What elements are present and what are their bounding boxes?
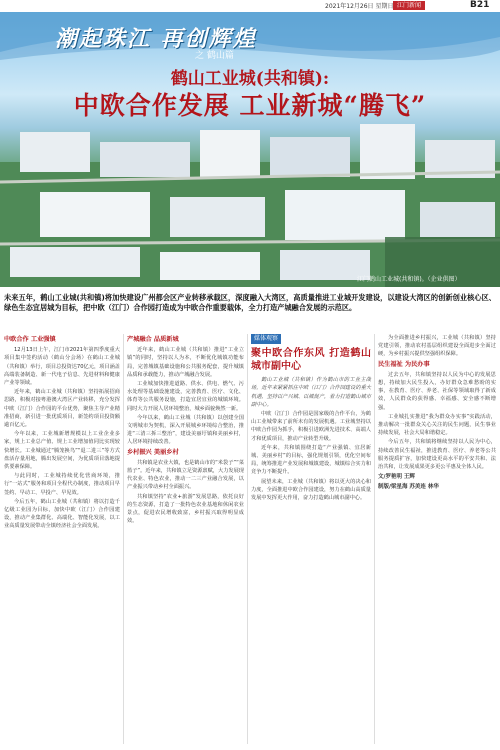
editor-credit: 制版/梁星海 苏美连 林华 bbox=[378, 484, 439, 491]
column-divider bbox=[247, 334, 248, 744]
paragraph: 为全面推进乡村振兴，工业城（共和镇）坚持党建引领，推动农村基层组织建设全面进步全面过硬，为乡村振兴提供坚强组织保障。 bbox=[378, 335, 496, 358]
paragraph: 近年来，鹤山工业城（共和镇）坚持拓展招商思路，积极对接粤港澳大湾区产业转移，充分发挥中欧（江门）合作园的平台优势，聚焦主导产业精准招商，新引进一批优质项目，新签约项目投资额逾百亿元。 bbox=[4, 389, 120, 429]
article-column-4 bbox=[378, 334, 496, 492]
sidebar-column bbox=[251, 334, 371, 503]
paragraph: 展望未来，工业城（共和镇）将以更大的决心和力度，全面推进中欧合作园建设，努力在鹤山高质量发展中发挥更大作用，奋力打造鹤山城市副中心。 bbox=[251, 478, 371, 502]
paragraph: 与此同时，工业城持续优化营商环境，推行“一站式”服务和项目全程代办制度，推动项目早签约、早动工、早投产、早见效。 bbox=[4, 473, 120, 496]
paragraph: 12月13日上午，江门市2021年第四季度重大项目集中签约活动（鹤山分会场）在鹤山工业城（共和镇）举行，项目总投资达70亿元，项目涵盖高端装备制造、新一代电子信息、先进材料和健康产业等领域。 bbox=[4, 347, 120, 387]
industrial-park-aerial bbox=[0, 12, 500, 287]
article-column-2 bbox=[127, 334, 244, 526]
paragraph: 中欧（江门）合作园是国家级的合作平台，为鹤山工业城带来了前所未有的发展机遇。工业城坚持以中欧合作园为抓手，积极引进欧洲先进技术、高端人才和优质项目，推动产业转型升级。 bbox=[251, 411, 371, 442]
column-subhead: 乡村振兴 美丽乡村 bbox=[127, 448, 179, 456]
paragraph: 今后五年，共和镇将继续坚持以人民为中心，持续改善民生福祉，推进教育、医疗、养老等公共服务提质扩容，加快建设更高水平的平安共和、法治共和，让发展成果更多更公平惠及全体人民。 bbox=[378, 439, 496, 471]
masthead-slogan: 潮起珠江 再创辉煌 bbox=[55, 26, 257, 52]
issue-date: 2021年12月26日 星期日 bbox=[325, 3, 394, 10]
article-headline: 中欧合作发展 工业新城“腾飞” bbox=[73, 91, 427, 120]
article-lead: 未来五年，鹤山工业城(共和镇)将加快建设广州都会区产业转移承载区，深度融入大湾区，高质量推进工业城开发建设，以建设大湾区的创新创业核心区、绿色生态宜居城为目标，把中欧（江门）合作园打造成为中欧合作重要载体，全力打造产城融合发展的示范区。 bbox=[4, 293, 496, 312]
article-column-1 bbox=[4, 334, 120, 532]
paragraph: 近年来，鹤山工业城（共和镇）推进“工业立镇”的同时，坚持以人为本，不断优化城镇功能布局，完善城镇基础设施和公共服务配套，提升城镇品质和承载能力，推动产城融合发展。 bbox=[127, 347, 244, 378]
paragraph: 今年以来，鹤山工业城（共和镇）以创建全国文明城市为契机，深入开展城乡环境综合整治，推进“三清三拆三整治”，建设美丽圩镇和美丽乡村，人居环境持续改善。 bbox=[127, 414, 244, 446]
paragraph: 过去五年，共和镇坚持以人民为中心的发展思想，持续加大民生投入，办好群众急难愁盼的实事，在教育、医疗、养老、社保等领域取得了新成效，人民群众的获得感、幸福感、安全感不断增强。 bbox=[378, 371, 496, 411]
section-badge: 江门新闻 bbox=[393, 1, 425, 10]
paragraph: 近年来，共和镇围绕打造“产业强镇、宜居新城、美丽乡村”的目标，强化规划引领，优化空间布局，统筹推进产业发展和城镇建设，城镇综合实力和竞争力不断提升。 bbox=[251, 444, 371, 476]
region-tag: 之 鹤山篇 bbox=[195, 51, 234, 61]
column-subhead: 产城融合 品质新城 bbox=[127, 336, 179, 343]
page-header bbox=[0, 0, 500, 12]
paragraph: 今年以来，工业城新增规模以上工业企业多家，规上工业总产值、规上工业增加值同比实现较快增长。工业城通过“腾笼换鸟”“退二进三”等方式盘活存量用地，腾出发展空间，为优质项目落地提供要素保障。 bbox=[4, 431, 120, 471]
paragraph: 共和镇坚持“农业+旅游”发展思路，依托良好的生态资源，打造了一批特色农业基地和休闲农业景点，促进农民增收致富，乡村振兴取得明显成效。 bbox=[127, 493, 244, 525]
column-subhead: 中欧合作 工业强镇 bbox=[4, 336, 56, 343]
media-observation-tag: 媒体观察 bbox=[251, 334, 281, 344]
byline: 文/罗艳明 王辉 bbox=[378, 474, 415, 481]
page-number: B21 bbox=[470, 0, 490, 10]
paragraph: 工业城加快推进道路、供水、供电、燃气、污水处理等基础设施建设，完善教育、医疗、文化、体育等公共服务设施，打造宜居宜业的城镇环境。同时大力开展人居环境整治，城乡面貌焕然一新。 bbox=[127, 381, 244, 412]
paragraph: 今后五年，鹤山工业城（共和镇）将以打造千亿级工业园为目标，加快中欧（江门）合作园建设，推动产业集群化、高端化、智能化发展，以工业高质量发展带动全镇经济社会全面发展。 bbox=[4, 498, 120, 530]
hero-photo bbox=[0, 12, 500, 287]
sidebar-headline: 聚中欧合作东风 打造鹤山城市副中心 bbox=[251, 348, 371, 373]
paragraph: 工业城扎实推进“我为群众办实事”实践活动，推动解决一批群众关心关注的民生问题，民生事业持续发展，社会大局和谐稳定。 bbox=[378, 413, 496, 437]
article-kicker: 鹤山工业城(共和镇): bbox=[170, 69, 330, 89]
photo-caption: 江门鹤山工业城(共和镇)。（企业供图） bbox=[357, 276, 461, 283]
sidebar-intro: 鹤山工业城（共和镇）作为鹤山市的工业主战场，近年来紧紧抓住中欧（江门）合作园建设的重大机遇，坚持以产兴城、以城促产，着力打造鹤山城市副中心。 bbox=[251, 377, 371, 408]
column-subhead: 民生福祉 为民办事 bbox=[378, 360, 430, 368]
column-divider bbox=[123, 334, 124, 744]
paragraph: 共和镇是农业大镇，也是鹤山市的“米袋子”“菜篮子”。近年来，共和镇立足资源禀赋，大力发展现代农业、特色农业，推动一二三产业融合发展，以产业振兴带动乡村全面振兴。 bbox=[127, 459, 244, 491]
column-divider bbox=[374, 334, 375, 744]
